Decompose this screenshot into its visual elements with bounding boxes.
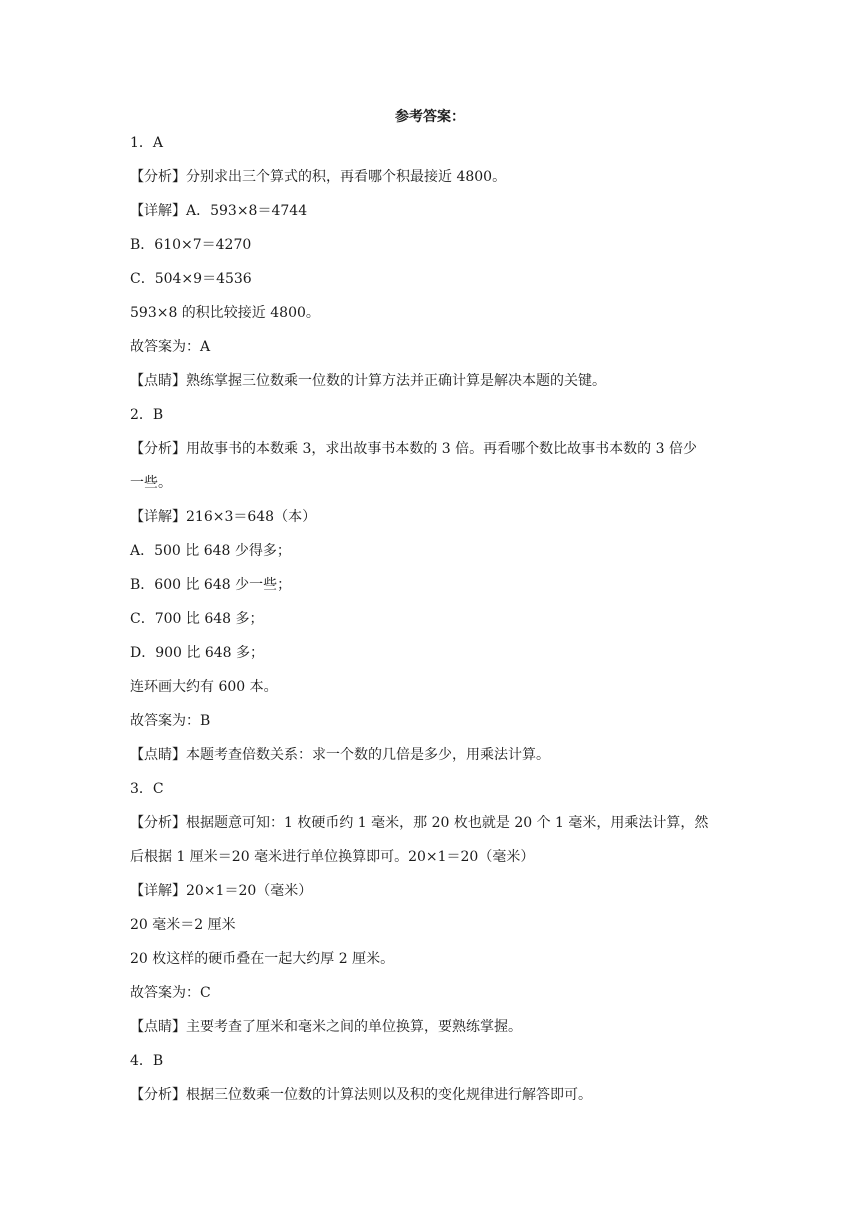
answer-number: 3．C [130, 781, 164, 797]
analysis-line: 【分析】根据三位数乘一位数的计算法则以及积的变化规律进行解答即可。 [130, 1087, 592, 1103]
detail-line: 20 毫米＝2 厘米 [130, 917, 236, 933]
detail-line: A．500 比 648 少得多； [130, 543, 291, 559]
answer-line: 故答案为：C [130, 985, 211, 1001]
answer-line: 故答案为：A [130, 339, 211, 355]
answer-number: 4．B [130, 1053, 164, 1069]
analysis-line: 【分析】根据题意可知：1 枚硬币约 1 毫米，那 20 枚也就是 20 个 1 毫米，用乘法计算，然 [130, 815, 709, 831]
answer-number: 2．B [130, 407, 164, 423]
detail-line: 连环画大约有 600 本。 [130, 679, 278, 695]
analysis-line: 【分析】分别求出三个算式的积，再看哪个积最接近 4800。 [130, 169, 507, 185]
detail-line: 【详解】216×3＝648（本） [130, 509, 317, 525]
detail-line: C．504×9＝4536 [130, 271, 252, 287]
detail-line: 20 枚这样的硬币叠在一起大约厚 2 厘米。 [130, 951, 395, 967]
answer-line: 故答案为：B [130, 713, 211, 729]
comment-line: 【点睛】主要考查了厘米和毫米之间的单位换算，要熟练掌握。 [130, 1019, 522, 1035]
detail-line: 【详解】20×1＝20（毫米） [130, 883, 313, 899]
analysis-line: 后根据 1 厘米＝20 毫米进行单位换算即可。20×1＝20（毫米） [130, 849, 535, 865]
answer-number: 1．A [130, 135, 164, 151]
comment-line: 【点睛】本题考查倍数关系：求一个数的几倍是多少，用乘法计算。 [130, 747, 550, 763]
analysis-line: 一些。 [130, 475, 172, 491]
detail-line: B．610×7＝4270 [130, 237, 252, 253]
comment-line: 【点睛】熟练掌握三位数乘一位数的计算方法并正确计算是解决本题的关键。 [130, 373, 606, 389]
detail-line: 【详解】A．593×8＝4744 [130, 203, 308, 219]
detail-line: C．700 比 648 多； [130, 611, 264, 627]
detail-line: B．600 比 648 少一些； [130, 577, 292, 593]
analysis-line: 【分析】用故事书的本数乘 3，求出故事书本数的 3 倍。再看哪个数比故事书本数的 3 倍少 [130, 441, 697, 457]
detail-line: D．900 比 648 多； [130, 645, 265, 661]
page-title: 参考答案： [395, 109, 465, 125]
detail-line: 593×8 的积比较接近 4800。 [130, 305, 320, 321]
